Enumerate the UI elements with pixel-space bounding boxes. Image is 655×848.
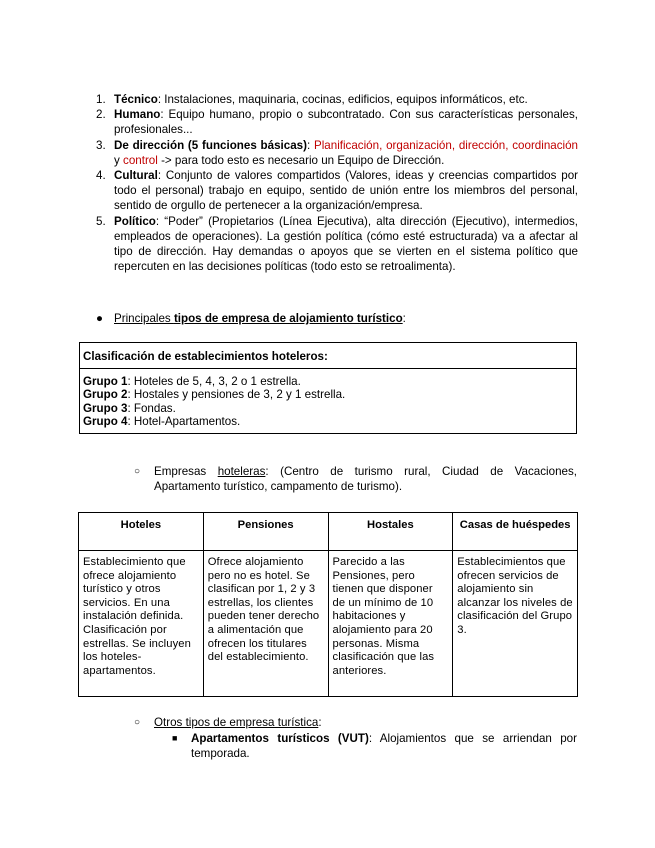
table-header: Pensiones — [203, 513, 328, 551]
group-label: Grupo 3 — [83, 401, 128, 415]
table-header: Hostales — [328, 513, 453, 551]
list-item-cultural — [78, 168, 578, 214]
table-row — [79, 551, 578, 697]
list-separator: : — [306, 138, 314, 152]
square-bullet-icon: ■ — [172, 733, 178, 743]
square-text: : Alojamientos que se arriendan por temporada. — [191, 732, 577, 761]
functions-highlight: Planificación, organización, dirección, — [313, 138, 509, 152]
bullet-text — [114, 311, 406, 326]
group-line — [83, 402, 573, 415]
classification-box — [79, 342, 577, 434]
list-connector: y — [114, 153, 124, 167]
list-item-tecnico — [78, 92, 578, 107]
sub-bullet-text — [154, 464, 577, 494]
list-term: Técnico — [114, 93, 158, 106]
list-item-politico — [78, 214, 578, 275]
group-label: Grupo 4 — [83, 415, 128, 429]
establishments-table — [78, 512, 578, 697]
sub-suffix: : (Centro de turismo rural, Ciudad de Vacaciones, Apartamento turístico, campamento de turismo). — [154, 465, 577, 494]
bullet-prefix: Principales — [114, 312, 174, 325]
list-term: Político — [114, 214, 156, 228]
table-cell: Establecimiento que ofrece alojamiento turístico y otros servicios. En una instalación definida. Clasificación por estrellas. Se incluyen los hoteles-apartamentos. — [79, 551, 204, 697]
bullet-dot-icon: ● — [96, 312, 104, 325]
table-cell: Parecido a las Pensiones, pero tienen que disponer de un mínimo de 10 habitaciones y alojamiento para 20 personas. Misma clasificación que las anteriores. — [328, 551, 453, 697]
list-item-direccion — [78, 138, 578, 168]
sub-bullet-text — [154, 715, 322, 730]
list-term: De dirección (5 funciones básicas) — [114, 138, 307, 152]
table-header-row — [79, 513, 578, 551]
list-text: -> para todo esto es necesario un Equipo de Dirección. — [157, 153, 445, 167]
sub-suffix: : — [318, 716, 322, 729]
bullet-colon: : — [402, 312, 406, 325]
classification-title: Clasificación de establecimientos hoteleros: — [80, 343, 576, 369]
list-term: Cultural — [114, 169, 158, 183]
list-number: 5. — [96, 214, 106, 228]
sub-bullet-hoteleras — [134, 464, 577, 494]
table-cell: Ofrece alojamiento pero no es hotel. Se clasifican por 1, 2 y 3 estrellas, los clientes pueden tener derecho a alimentación que ofrecen los titulares del establecimiento. — [203, 551, 328, 697]
circle-bullet-icon: ○ — [134, 466, 141, 477]
list-term: Humano — [114, 108, 161, 122]
coordination-highlight: coordinación — [512, 138, 578, 152]
square-bullet-text — [191, 731, 577, 761]
group-label: Grupo 2 — [83, 388, 128, 402]
table-header: Hoteles — [79, 513, 204, 551]
group-line — [83, 388, 573, 401]
table-cell: Establecimientos que ofrecen servicios de alojamiento sin alcanzar los niveles de clasificación del Grupo 3. — [453, 551, 578, 697]
group-text: : Hostales y pensiones de 3, 2 y 1 estrella. — [127, 388, 346, 402]
list-number: 2. — [96, 108, 106, 122]
component-list — [78, 92, 578, 274]
list-text: : Equipo humano, propio o subcontratado. Con sus características personales, profesionales... — [114, 108, 578, 137]
list-text: : “Poder” (Propietarios (Línea Ejecutiva), alta dirección (Ejecutivo), intermedios, empleados de operaciones). La gestión política (cómo esté estructurada) va a afectar al tipo de dirección. Hay demandas o apoyos que se vierten en el sistema político que repercuten en las decisiones políticas (todo esto se retroalimenta). — [114, 214, 578, 274]
sub-underlined: hoteleras — [217, 465, 266, 478]
group-text: : Hotel-Apartamentos. — [127, 415, 241, 429]
group-text: : Hoteles de 5, 4, 3, 2 o 1 estrella. — [127, 375, 301, 388]
group-text: : Fondas. — [127, 401, 176, 415]
list-number: 3. — [96, 138, 106, 152]
list-text: : Conjunto de valores compartidos (Valores, ideas y creencias compartidos por todo el personal) trabajo en equipo, sentido de unión entre los miembros del personal, sentido de orgullo de pertenecer a la organización/empresa. — [114, 169, 578, 213]
list-number: 1. — [96, 93, 106, 106]
bullet-bold: tipos de empresa de alojamiento turístico — [173, 312, 403, 325]
control-highlight: control — [123, 153, 158, 167]
square-bold: Apartamentos turísticos (VUT) — [191, 732, 369, 745]
classification-body — [80, 369, 576, 429]
list-item-humano — [78, 107, 578, 137]
list-number: 4. — [96, 169, 106, 183]
circle-bullet-icon: ○ — [134, 717, 141, 728]
square-bullet-item — [172, 731, 577, 761]
table-header: Casas de huéspedes — [453, 513, 578, 551]
group-label: Grupo 1 — [83, 375, 128, 388]
sub-underlined: Otros tipos de empresa turística — [154, 716, 319, 729]
list-text: : Instalaciones, maquinaria, cocinas, edificios, equipos informáticos, etc. — [157, 93, 528, 106]
group-line — [83, 415, 573, 428]
sub-prefix: Empresas — [154, 465, 218, 478]
group-line — [83, 375, 573, 388]
